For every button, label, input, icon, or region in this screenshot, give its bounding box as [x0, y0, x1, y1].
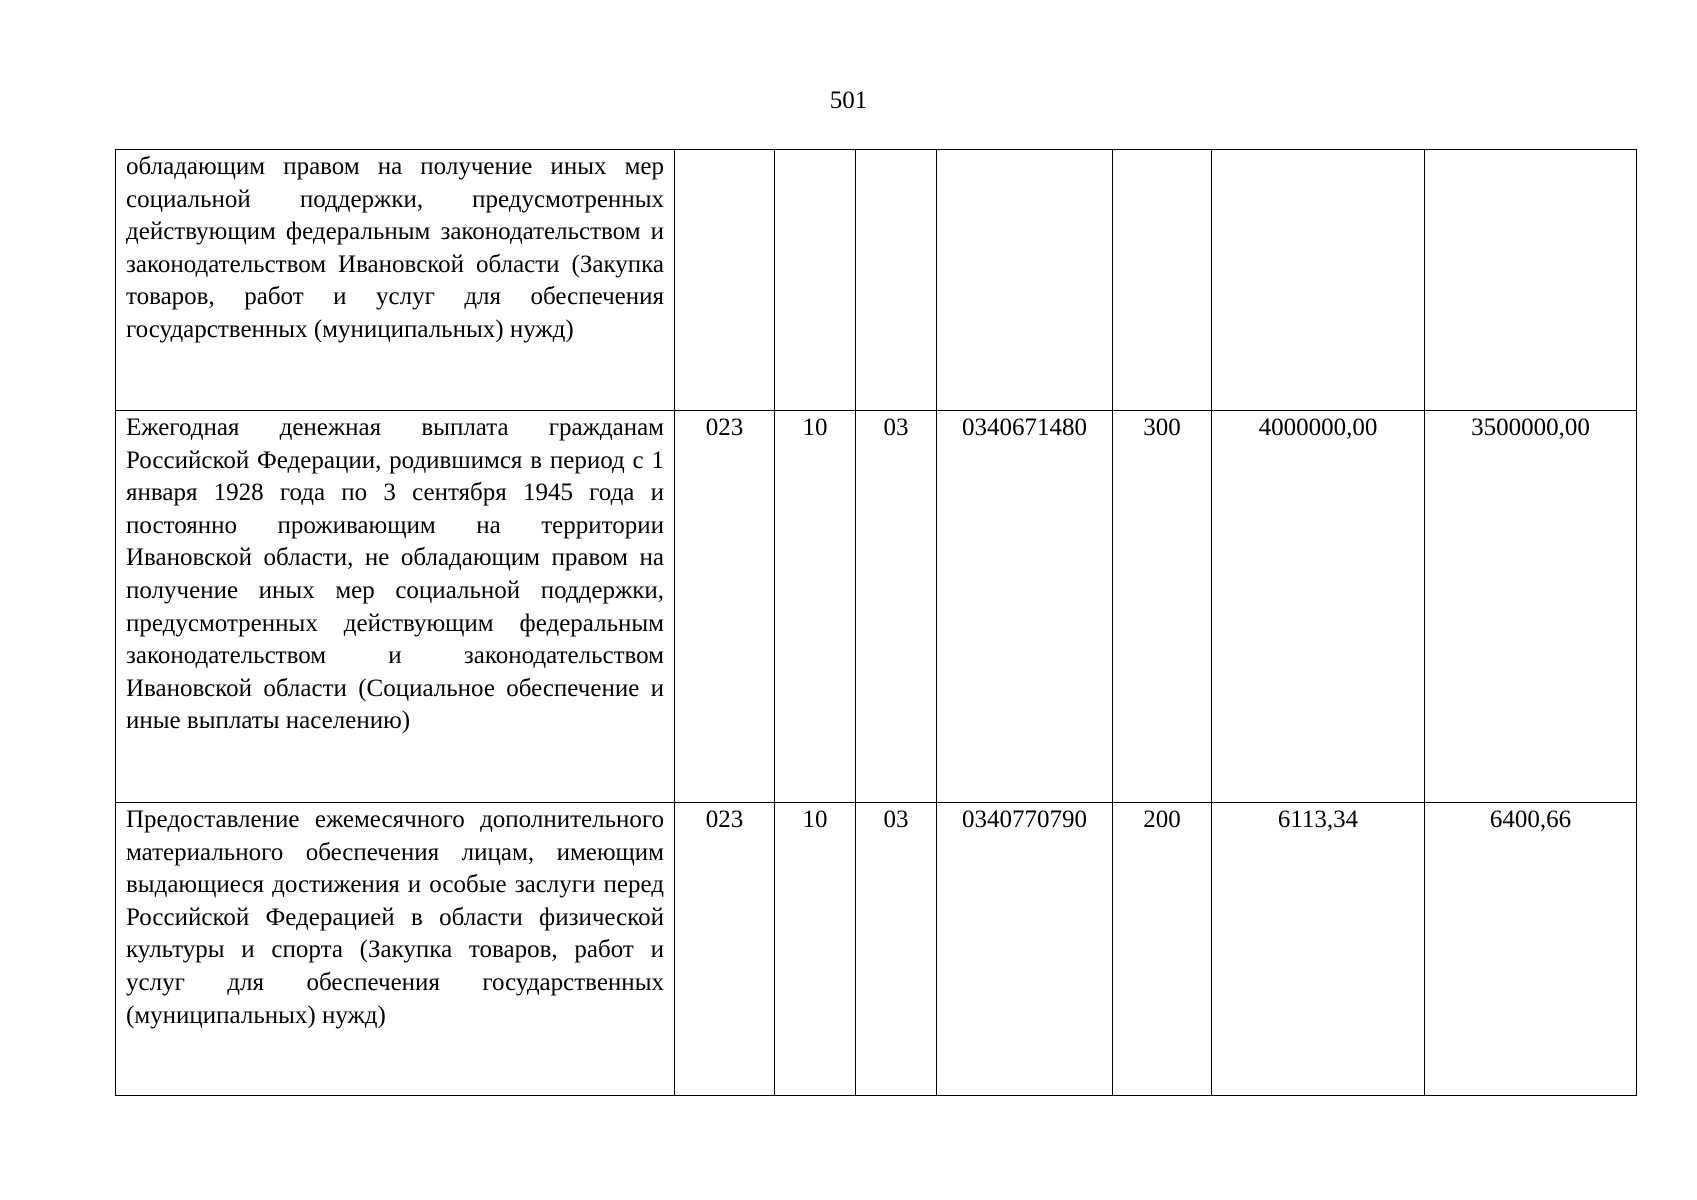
section-code: 10 — [775, 411, 856, 803]
section-code — [775, 150, 856, 411]
table-row — [116, 150, 1637, 411]
row-description: обладающим правом на получение иных мер социальной поддержки, предусмотренных действующим федеральным законодательством и законодательством Ивановской области (Закупка товаров, работ и услуг для обеспечения государственных (муниципальных) нужд) — [116, 150, 675, 411]
amount-first-year — [1212, 150, 1425, 411]
ministry-code: 023 — [675, 803, 775, 1096]
subsection-code: 03 — [856, 411, 937, 803]
page-number: 501 — [829, 87, 868, 114]
budget-table — [115, 149, 1637, 1096]
ministry-code: 023 — [675, 411, 775, 803]
amount-second-year — [1425, 150, 1637, 411]
amount-second-year: 6400,66 — [1425, 803, 1637, 1096]
row-description: Ежегодная денежная выплата гражданам Российской Федерации, родившимся в период с 1 января 1928 года по 3 сентября 1945 года и постоянно проживающим на территории Ивановской области, не обладающим правом на получение иных мер социальной поддержки, предусмотренных действующим федеральным законодательством и законодательством Ивановской области (Социальное обеспечение и иные выплаты населению) — [116, 411, 675, 803]
target-article-code: 0340770790 — [937, 803, 1113, 1096]
target-article-code — [937, 150, 1113, 411]
expense-type-code: 300 — [1113, 411, 1212, 803]
expense-type-code — [1113, 150, 1212, 411]
expense-type-code: 200 — [1113, 803, 1212, 1096]
subsection-code — [856, 150, 937, 411]
section-code: 10 — [775, 803, 856, 1096]
amount-first-year: 4000000,00 — [1212, 411, 1425, 803]
subsection-code: 03 — [856, 803, 937, 1096]
target-article-code: 0340671480 — [937, 411, 1113, 803]
ministry-code — [675, 150, 775, 411]
amount-first-year: 6113,34 — [1212, 803, 1425, 1096]
amount-second-year: 3500000,00 — [1425, 411, 1637, 803]
row-description: Предоставление ежемесячного дополнительного материального обеспечения лицам, имеющим выдающиеся достижения и особые заслуги перед Российской Федерацией в области физической культуры и спорта (Закупка товаров, работ и услуг для обеспечения государственных (муниципальных) нужд) — [116, 803, 675, 1096]
table-row — [116, 411, 1637, 803]
table-row — [116, 803, 1637, 1096]
